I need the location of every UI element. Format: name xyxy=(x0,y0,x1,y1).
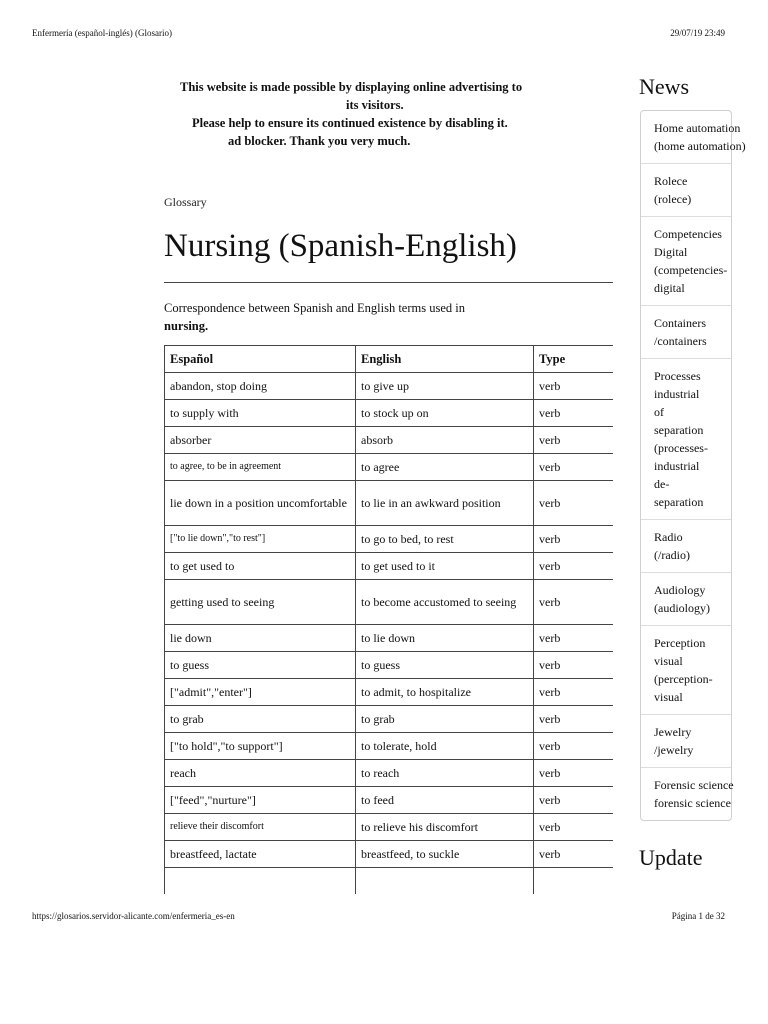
title-divider xyxy=(164,282,613,283)
news-link-item[interactable] xyxy=(641,519,731,572)
news-link-text: industrial xyxy=(654,459,700,473)
news-heading: News xyxy=(639,74,690,99)
column-header-type: Type xyxy=(534,346,614,373)
table-row xyxy=(165,706,614,733)
cell-english: breastfeed, to suckle xyxy=(356,841,534,868)
cell-type: verb xyxy=(534,373,614,400)
news-link-text: digital xyxy=(654,281,685,295)
cell-english: absorb xyxy=(356,427,534,454)
cell-spanish xyxy=(165,868,356,895)
news-link-text: (rolece) xyxy=(654,192,692,206)
table-row xyxy=(165,814,614,841)
table-header-row xyxy=(165,346,614,373)
cell-spanish: breastfeed, lactate xyxy=(165,841,356,868)
news-link-text: industrial xyxy=(654,387,700,401)
cell-type: verb xyxy=(534,625,614,652)
intro-text-strong: nursing. xyxy=(164,319,209,333)
cell-english: to agree xyxy=(356,454,534,481)
news-link-text: visual xyxy=(654,654,683,668)
news-link-text: of xyxy=(654,405,664,419)
cell-spanish: lie down in a position uncomfortable xyxy=(165,481,356,526)
table-row xyxy=(165,400,614,427)
print-footer-url: https://glosarios.servidor-alicante.com/enfermeria_es-en xyxy=(32,911,235,921)
table-row xyxy=(165,580,614,625)
ad-notice-line: its visitors. xyxy=(346,98,404,112)
news-list xyxy=(640,110,746,821)
glossary-table xyxy=(164,345,613,894)
cell-spanish: to supply with xyxy=(165,400,356,427)
cell-type: verb xyxy=(534,679,614,706)
table-row xyxy=(165,427,614,454)
news-link-text: (audiology) xyxy=(654,601,710,615)
news-link-text: de- xyxy=(654,477,670,491)
news-link-text: Forensic science xyxy=(654,778,734,792)
table-row xyxy=(165,481,614,526)
cell-english: to stock up on xyxy=(356,400,534,427)
news-link-item[interactable] xyxy=(641,163,731,216)
news-link-text: Jewelry xyxy=(654,725,692,739)
cell-type: verb xyxy=(534,481,614,526)
cell-type: verb xyxy=(534,553,614,580)
cell-spanish: to guess xyxy=(165,652,356,679)
cell-spanish: to agree, to be in agreement xyxy=(165,454,356,481)
table-row xyxy=(165,787,614,814)
ad-notice-line: ad blocker. Thank you very much. xyxy=(228,134,411,148)
cell-english: to feed xyxy=(356,787,534,814)
cell-english: to reach xyxy=(356,760,534,787)
news-link-text: (home automation) xyxy=(654,139,746,153)
cell-spanish: relieve their discomfort xyxy=(165,814,356,841)
page-title: Nursing (Spanish-English) xyxy=(164,228,517,264)
breadcrumb-glossary-link[interactable]: Glossary xyxy=(164,195,207,209)
print-header-datetime: 29/07/19 23:49 xyxy=(670,28,725,38)
news-link-text: Home automation xyxy=(654,121,741,135)
print-footer-page: Página 1 de 32 xyxy=(671,911,725,921)
intro-text-main: Correspondence between Spanish and English terms used in xyxy=(164,301,465,315)
news-link-text: separation xyxy=(654,423,704,437)
table-row xyxy=(165,733,614,760)
news-link-item[interactable] xyxy=(641,767,734,820)
cell-type: verb xyxy=(534,454,614,481)
cell-english: to tolerate, hold xyxy=(356,733,534,760)
news-link-item[interactable] xyxy=(641,111,746,163)
table-row xyxy=(165,454,614,481)
cell-english: to lie down xyxy=(356,625,534,652)
cell-type xyxy=(534,868,614,895)
cell-type: verb xyxy=(534,400,614,427)
cell-english: to lie in an awkward position xyxy=(356,481,534,526)
news-link-item[interactable] xyxy=(641,358,731,519)
ad-notice-line: This website is made possible by displaying online advertising to xyxy=(180,80,523,94)
cell-type: verb xyxy=(534,526,614,553)
cell-type: verb xyxy=(534,427,614,454)
news-link-text: Rolece xyxy=(654,174,688,188)
cell-spanish: reach xyxy=(165,760,356,787)
news-link-text: forensic science xyxy=(654,796,731,810)
cell-spanish: ["to hold","to support"] xyxy=(165,733,356,760)
news-link-text: Containers xyxy=(654,316,706,330)
cell-type: verb xyxy=(534,706,614,733)
news-link-text: visual xyxy=(654,690,683,704)
cell-type: verb xyxy=(534,760,614,787)
glossary-table-container xyxy=(164,345,613,895)
news-link-item[interactable] xyxy=(641,305,731,358)
table-row xyxy=(165,553,614,580)
cell-english: to get used to it xyxy=(356,553,534,580)
cell-english xyxy=(356,868,534,895)
cell-english: to guess xyxy=(356,652,534,679)
cell-english: to admit, to hospitalize xyxy=(356,679,534,706)
news-link-text: Processes xyxy=(654,369,701,383)
news-link-item[interactable] xyxy=(641,572,731,625)
table-row-cut-off xyxy=(165,868,614,895)
cell-type: verb xyxy=(534,733,614,760)
cell-type: verb xyxy=(534,841,614,868)
news-link-text: separation xyxy=(654,495,704,509)
cell-english: to give up xyxy=(356,373,534,400)
ad-blocker-notice xyxy=(164,78,544,150)
news-link-text: Competencies xyxy=(654,227,722,241)
news-link-text: (perception- xyxy=(654,672,713,686)
cell-spanish: ["to lie down","to rest"] xyxy=(165,526,356,553)
news-link-text: (competencies- xyxy=(654,263,728,277)
print-header-title: Enfermería (español-inglés) (Glosario) xyxy=(32,28,172,38)
news-link-text: /jewelry xyxy=(654,743,694,757)
news-link-text: (processes- xyxy=(654,441,708,455)
news-link-item[interactable] xyxy=(641,714,731,767)
cell-type: verb xyxy=(534,787,614,814)
cell-spanish: ["feed","nurture"] xyxy=(165,787,356,814)
update-heading: Update xyxy=(639,845,703,870)
cell-english: to go to bed, to rest xyxy=(356,526,534,553)
cell-type: verb xyxy=(534,814,614,841)
intro-text xyxy=(164,299,494,335)
cell-spanish: ["admit","enter"] xyxy=(165,679,356,706)
cell-english: to become accustomed to seeing xyxy=(356,580,534,625)
cell-english: to grab xyxy=(356,706,534,733)
column-header-english: English xyxy=(356,346,534,373)
cell-english: to relieve his discomfort xyxy=(356,814,534,841)
table-row xyxy=(165,841,614,868)
table-row xyxy=(165,679,614,706)
news-link-text: Radio xyxy=(654,530,683,544)
news-link-text: Audiology xyxy=(654,583,706,597)
news-link-item[interactable] xyxy=(641,216,731,305)
table-row xyxy=(165,526,614,553)
table-row xyxy=(165,760,614,787)
ad-notice-line: Please help to ensure its continued existence by disabling it. xyxy=(192,116,508,130)
news-link-item[interactable] xyxy=(641,625,731,714)
cell-type: verb xyxy=(534,652,614,679)
news-link-text: Digital xyxy=(654,245,688,259)
news-link-text: (/radio) xyxy=(654,548,690,562)
cell-spanish: abandon, stop doing xyxy=(165,373,356,400)
news-link-text: /containers xyxy=(654,334,707,348)
cell-spanish: to grab xyxy=(165,706,356,733)
cell-spanish: getting used to seeing xyxy=(165,580,356,625)
table-row xyxy=(165,625,614,652)
cell-spanish: absorber xyxy=(165,427,356,454)
table-row xyxy=(165,373,614,400)
news-link-text: Perception xyxy=(654,636,706,650)
cell-type: verb xyxy=(534,580,614,625)
cell-spanish: lie down xyxy=(165,625,356,652)
cell-spanish: to get used to xyxy=(165,553,356,580)
table-row xyxy=(165,652,614,679)
column-header-spanish: Español xyxy=(165,346,356,373)
